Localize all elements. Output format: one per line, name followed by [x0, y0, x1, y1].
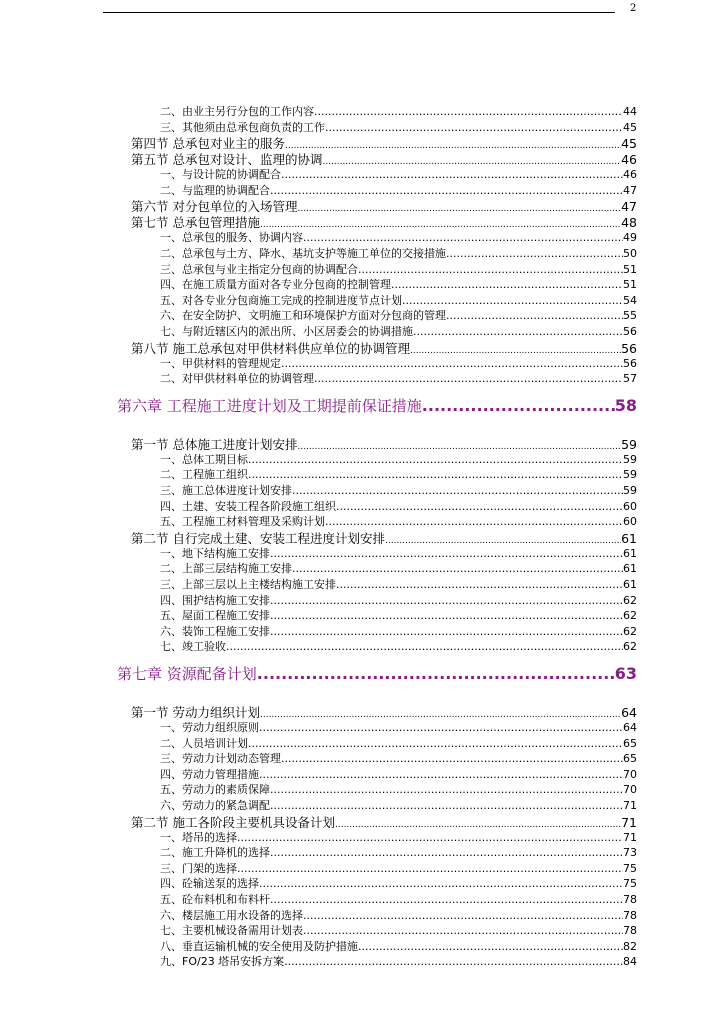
toc-entry-title: 三、其他须由总承包商负责的工作 [160, 120, 325, 134]
toc-entry-page: 47 [621, 199, 637, 214]
toc-entry-title: 五、劳动力的素质保障 [160, 783, 270, 797]
toc-entry[interactable] [160, 607, 637, 622]
toc-entry-page: 70 [623, 767, 637, 781]
toc-dot-leader [259, 768, 623, 781]
toc-dot-leader [270, 625, 623, 638]
toc-entry-page: 61 [623, 562, 637, 576]
toc-entry-title: 第七节 总承包管理措施 [131, 215, 260, 230]
toc-entry-page: 71 [623, 830, 637, 844]
toc-entry[interactable] [160, 735, 637, 750]
toc-dot-leader [314, 105, 623, 118]
toc-entry-title: 第八节 施工总承包对甲供材料供应单位的协调管理 [131, 340, 410, 355]
toc-entry[interactable] [160, 797, 637, 812]
toc-entry-page: 44 [623, 105, 637, 118]
toc-entry-page: 51 [623, 262, 637, 276]
toc-entry-page: 61 [621, 530, 637, 545]
toc-entry-title: 四、围护结构施工安排 [160, 593, 270, 607]
toc-dot-leader [335, 820, 621, 829]
toc-entry-title: 四、土建、安装工程各阶段施工组织 [160, 499, 336, 513]
toc-entry[interactable] [117, 395, 637, 415]
toc-entry-page: 59 [623, 468, 637, 482]
toc-entry-title: 三、门架的选择 [160, 861, 237, 875]
toc-entry-page: 78 [623, 893, 637, 906]
toc-entry-title: 二、施工升降机的选择 [160, 846, 270, 860]
toc-entry-title: 六、劳动力的紧急调配 [160, 799, 270, 812]
toc-dot-leader [292, 484, 623, 497]
toc-dot-leader [248, 453, 623, 466]
toc-entry[interactable] [160, 844, 637, 859]
toc-entry[interactable] [160, 560, 637, 575]
toc-entry-title: 五、对各专业分包商施工完成的控制进度节点计划 [160, 293, 402, 307]
toc-entry[interactable] [160, 355, 637, 370]
toc-dot-leader [270, 799, 623, 812]
toc-entry-title: 四、砼输送泵的选择 [160, 877, 259, 891]
toc-entry[interactable] [160, 829, 637, 844]
toc-dot-leader [270, 846, 623, 859]
toc-entry-title: 四、劳动力管理措施 [160, 767, 259, 781]
toc-entry[interactable] [131, 197, 637, 213]
toc-dot-leader [281, 357, 623, 370]
toc-dot-leader [270, 893, 623, 906]
toc-entry-title: 第四节 总承包对业主的服务 [131, 136, 285, 151]
toc-dot-leader [281, 752, 623, 765]
toc-entry-page: 49 [623, 231, 637, 245]
toc-dot-leader [422, 396, 615, 415]
toc-entry[interactable] [160, 623, 637, 638]
toc-entry-title: 一、劳动力组织原则 [160, 721, 259, 734]
toc-entry[interactable] [160, 513, 637, 528]
toc-entry-title: 二、总承包与土方、降水、基坑支护等施工单位的交接措施 [160, 247, 446, 260]
toc-entry[interactable] [160, 592, 637, 607]
toc-dot-leader [303, 909, 623, 922]
toc-entry-title: 五、砼布料机和布料杆 [160, 893, 270, 906]
toc-entry-title: 一、总体工期目标 [160, 452, 248, 466]
toc-entry-page: 55 [623, 309, 637, 323]
toc-entry-page: 57 [623, 372, 637, 386]
toc-dot-leader [391, 278, 623, 291]
toc-entry-page: 63 [614, 664, 637, 683]
toc-entry[interactable] [160, 875, 637, 890]
toc-dot-leader [446, 247, 623, 260]
toc-entry-page: 64 [623, 721, 637, 734]
toc-dot-leader [385, 536, 621, 545]
toc-entry-title: 第二节 施工各阶段主要机具设备计划 [131, 814, 335, 829]
toc-entry-title: 七、与附近辖区内的派出所、小区居委会的协调措施 [160, 325, 413, 338]
toc-dot-leader [281, 168, 623, 181]
toc-entry-page: 62 [623, 609, 637, 623]
toc-entry-title: 第二节 自行完成土建、安装工程进度计划安排 [131, 530, 385, 545]
toc-entry-title: 三、总承包与业主指定分包商的协调配合 [160, 262, 358, 276]
toc-entry-title: 二、工程施工组织 [160, 468, 248, 482]
toc-entry[interactable] [160, 545, 637, 560]
toc-entry-page: 45 [621, 136, 637, 151]
toc-entry-page: 65 [623, 736, 637, 750]
toc-entry-page: 51 [623, 278, 637, 292]
toc-entry[interactable] [131, 435, 637, 451]
toc-entry[interactable] [131, 150, 637, 166]
toc-dot-leader [270, 594, 623, 607]
toc-entry[interactable] [160, 261, 637, 276]
toc-dot-leader [314, 372, 623, 385]
toc-entry-page: 46 [621, 152, 637, 167]
toc-dot-leader [358, 263, 623, 276]
toc-entry-title: 第五节 总承包对设计、监理的协调 [131, 152, 323, 167]
toc-entry-title: 一、塔吊的选择 [160, 830, 237, 844]
header-rule [103, 12, 615, 13]
toc-entry-title: 二、上部三层结构施工安排 [160, 562, 292, 576]
toc-entry-title: 六、装饰工程施工安排 [160, 624, 270, 638]
toc-entry-page: 58 [614, 395, 637, 415]
toc-entry-page: 64 [621, 705, 637, 719]
toc-entry-page: 54 [623, 293, 637, 307]
toc-entry[interactable] [131, 213, 637, 229]
toc-entry[interactable] [160, 938, 637, 953]
toc-entry-page: 71 [623, 799, 637, 812]
toc-entry[interactable] [131, 134, 637, 150]
toc-entry-page: 78 [623, 924, 637, 938]
toc-entry[interactable] [160, 576, 637, 591]
page-number: 2 [630, 3, 637, 14]
toc-dot-leader [248, 737, 623, 750]
toc-entry[interactable] [131, 813, 637, 829]
toc-entry-page: 82 [623, 939, 637, 953]
toc-entry-page: 62 [623, 593, 637, 607]
toc-entry[interactable] [160, 766, 637, 781]
toc-entry-page: 61 [623, 578, 637, 591]
toc-entry-page: 73 [623, 846, 637, 860]
toc-entry[interactable] [160, 182, 637, 197]
toc-entry-title: 三、上部三层以上主楼结构施工安排 [160, 578, 336, 591]
toc-entry[interactable] [160, 638, 637, 653]
toc-entry-title: 六、楼层施工用水设备的选择 [160, 908, 303, 922]
toc-entry[interactable] [117, 663, 637, 683]
toc-entry[interactable] [131, 703, 637, 719]
toc-entry-title: 第七章 资源配备计划 [117, 665, 257, 683]
toc-entry[interactable] [160, 922, 637, 937]
toc-dot-leader [237, 831, 623, 844]
toc-entry-page: 65 [623, 752, 637, 766]
toc-entry-page: 60 [623, 515, 637, 529]
toc-entry-title: 二、与监理的协调配合 [160, 183, 270, 197]
toc-entry-title: 三、施工总体进度计划安排 [160, 484, 292, 497]
toc-entry-page: 48 [621, 215, 637, 230]
toc-entry-page: 56 [623, 325, 637, 338]
toc-entry-title: 第六节 对分包单位的入场管理 [131, 199, 298, 214]
toc-entry-title: 六、在安全防护、文明施工和环境保护方面对分包商的管理 [160, 309, 446, 323]
toc-entry-title: 一、甲供材料的管理规定 [160, 356, 281, 370]
toc-entry[interactable] [160, 103, 637, 118]
toc-entry[interactable] [160, 498, 637, 513]
toc-entry[interactable] [131, 529, 637, 545]
toc-dot-leader [303, 231, 623, 244]
toc-entry[interactable] [160, 292, 637, 307]
toc-entry[interactable] [160, 245, 637, 260]
toc-entry[interactable] [160, 370, 637, 385]
toc-dot-leader [446, 309, 623, 322]
toc-entry-page: 59 [623, 452, 637, 466]
toc-dot-leader [402, 294, 623, 307]
toc-dot-leader [336, 500, 623, 513]
toc-entry-page: 61 [623, 546, 637, 560]
toc-entry-page: 75 [623, 861, 637, 875]
toc-entry[interactable] [160, 719, 637, 734]
toc-entry-page: 62 [623, 624, 637, 638]
toc-entry-page: 56 [621, 340, 637, 355]
toc-dot-leader [284, 955, 623, 968]
toc-entry-title: 一、与设计院的协调配合 [160, 168, 281, 182]
toc-entry-title: 二、人员培训计划 [160, 736, 248, 750]
toc-dot-leader [270, 547, 623, 560]
toc-dot-leader [358, 940, 623, 953]
toc-entry[interactable] [160, 781, 637, 796]
toc-entry-page: 56 [623, 356, 637, 370]
toc-entry-title: 第一节 劳动力组织计划 [131, 705, 260, 719]
toc-entry-page: 59 [621, 436, 637, 451]
toc-entry[interactable] [160, 466, 637, 481]
toc-dot-leader [297, 204, 621, 213]
toc-dot-leader [260, 220, 621, 229]
toc-entry[interactable] [160, 860, 637, 875]
toc-entry-page: 75 [623, 877, 637, 891]
toc-dot-leader [325, 121, 623, 134]
toc-dot-leader [248, 468, 623, 481]
toc-dot-leader [257, 664, 615, 683]
toc-entry-page: 45 [623, 120, 637, 134]
toc-dot-leader [237, 862, 623, 875]
toc-entry[interactable] [160, 953, 637, 968]
toc-dot-leader [226, 640, 623, 653]
toc-entry[interactable] [160, 323, 637, 338]
toc-dot-leader [270, 184, 623, 197]
toc-entry-title: 八、垂直运输机械的安全使用及防护措施 [160, 939, 358, 953]
toc-entry-title: 四、在施工质量方面对各专业分包商的控制管理 [160, 278, 391, 292]
toc-entry[interactable] [160, 750, 637, 765]
toc-entry-title: 二、对甲供材料单位的协调管理 [160, 372, 314, 386]
toc-entry-page: 59 [623, 484, 637, 497]
toc-entry-page: 50 [623, 247, 637, 260]
toc-entry-page: 70 [623, 783, 637, 797]
toc-entry-page: 60 [623, 499, 637, 513]
toc-entry[interactable] [131, 339, 637, 355]
toc-entry-title: 一、地下结构施工安排 [160, 546, 270, 560]
toc-dot-leader [270, 783, 623, 796]
toc-entry-page: 62 [623, 640, 637, 654]
toc-dot-leader [285, 141, 621, 150]
toc-dot-leader [336, 578, 623, 591]
toc-entry-title: 五、屋面工程施工安排 [160, 609, 270, 623]
toc-entry-title: 七、竣工验收 [160, 640, 226, 654]
toc-entry[interactable] [160, 119, 637, 134]
toc-dot-leader [259, 721, 623, 734]
toc-dot-leader [270, 609, 623, 622]
toc-entry[interactable] [160, 907, 637, 922]
toc-dot-leader [297, 442, 621, 451]
toc-entry-page: 47 [623, 183, 637, 197]
toc-entry[interactable] [160, 482, 637, 497]
toc-entry-page: 84 [623, 955, 637, 969]
toc-entry[interactable] [160, 451, 637, 466]
toc-dot-leader [260, 710, 621, 719]
toc-entry-page: 46 [623, 168, 637, 182]
toc-dot-leader [292, 562, 623, 575]
toc-entry-title: 第一节 总体施工进度计划安排 [131, 436, 298, 451]
toc-entry[interactable] [160, 276, 637, 291]
toc-entry-page: 78 [623, 908, 637, 922]
toc-entry-title: 五、工程施工材料管理及采购计划 [160, 515, 325, 529]
toc-dot-leader [410, 346, 621, 355]
toc-dot-leader [259, 877, 623, 890]
toc-entry-title: 三、劳动力计划动态管理 [160, 752, 281, 766]
toc-entry[interactable] [160, 229, 637, 244]
toc-entry[interactable] [160, 891, 637, 906]
toc-dot-leader [325, 515, 623, 528]
toc-dot-leader [322, 157, 621, 166]
toc-entry-title: 九、FO/23 塔吊安拆方案 [160, 955, 285, 969]
toc-entry[interactable] [160, 166, 637, 181]
toc-entry-title: 二、由业主另行分包的工作内容 [160, 105, 314, 118]
toc-dot-leader [413, 325, 623, 338]
toc-entry-page: 71 [621, 814, 637, 829]
toc-entry-title: 第六章 工程施工进度计划及工期提前保证措施 [117, 396, 422, 415]
toc-entry-title: 一、总承包的服务、协调内容 [160, 231, 303, 245]
toc-entry-title: 七、主要机械设备需用计划表 [160, 924, 303, 938]
toc-dot-leader [303, 924, 623, 937]
toc-entry[interactable] [160, 307, 637, 322]
